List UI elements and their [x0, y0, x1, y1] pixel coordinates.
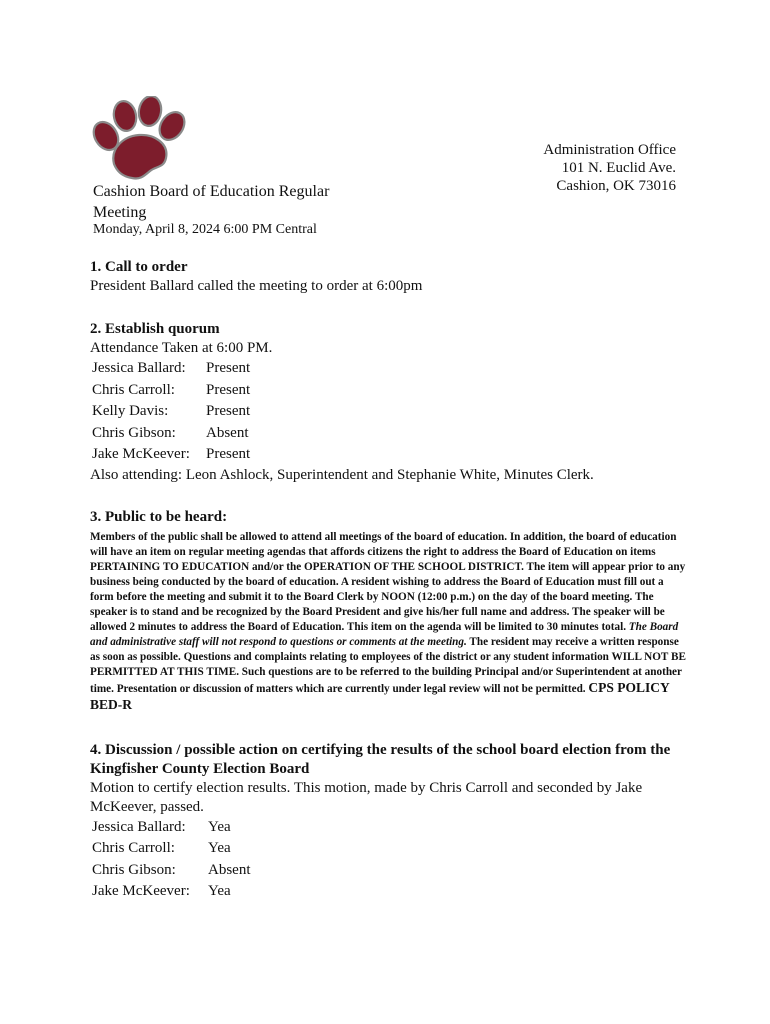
attendance-row [92, 423, 250, 445]
meeting-title-line: Cashion Board of Education Regular [93, 183, 330, 200]
minutes-body [90, 258, 686, 903]
vote-row [92, 817, 251, 839]
policy-text: Members of the public shall be allowed to attend all meetings of the board of education. In addition, the board of education will have an item on regular meeting agendas that affords citizens the right to address the Board of Education on items PERTAINING TO EDUCATION and/or the OPERATION OF THE SCHOOL DISTRICT. The item will appear prior to any business being conducted by the board of education. A resident wishing to address the Board of Education must fill out a form before the meeting and submit it to the Board Clerk by NOON (12:00 p.m.) on the day of the board meeting. The speaker is to stand and be recognized by the Board President and give his/her full name and address. The speaker will be allowed 2 minutes to address the Board of Education. This item on the agenda will be limited to 30 minutes total. [90, 530, 686, 633]
section-title: 3. Public to be heard: [90, 508, 228, 525]
section-text: President Ballard called the meeting to order at 6:00pm [90, 278, 423, 294]
vote-table [92, 817, 251, 903]
attendance-row [92, 401, 250, 423]
policy-italic-text: The Board and administrative staff will not respond to questions or comments at the meeting. [90, 620, 679, 648]
meeting-title-line: Meeting [93, 204, 147, 221]
member-name: Chris Gibson: [92, 424, 176, 441]
attendance-row [92, 380, 250, 402]
section-title: 2. Establish quorum [90, 321, 220, 337]
vote-row [92, 860, 251, 882]
member-status: Absent [206, 424, 249, 441]
section-title: 4. Discussion / possible action on certifying the results of the school board election from the Kingfisher County Election Board [90, 741, 671, 777]
section-call-to-order [90, 258, 686, 296]
also-attending: Also attending: Leon Ashlock, Superintendent and Stephanie White, Minutes Clerk. [90, 466, 594, 483]
address-line: Cashion, OK 73016 [556, 178, 676, 194]
member-status: Present [206, 360, 251, 377]
member-vote: Yea [208, 840, 231, 857]
member-name: Jake McKeever: [92, 446, 190, 463]
section-public-to-be-heard [90, 508, 686, 714]
member-status: Present [206, 446, 251, 463]
paw-print-icon [92, 96, 190, 182]
address-line: 101 N. Euclid Ave. [561, 160, 676, 176]
meeting-date: Monday, April 8, 2024 6:00 PM Central [93, 222, 317, 237]
member-vote: Yea [208, 883, 231, 900]
member-status: Present [206, 403, 251, 420]
member-name: Jake McKeever: [92, 883, 190, 900]
member-name: Chris Carroll: [92, 840, 175, 857]
member-vote: Absent [208, 861, 251, 878]
attendance-intro: Attendance Taken at 6:00 PM. [90, 340, 273, 356]
meeting-title [93, 181, 383, 223]
member-name: Jessica Ballard: [92, 818, 186, 835]
member-vote: Yea [208, 818, 231, 835]
member-name: Chris Gibson: [92, 861, 176, 878]
section-election-certification [90, 741, 686, 903]
attendance-table [92, 358, 250, 466]
member-name: Chris Carroll: [92, 381, 175, 398]
motion-text: Motion to certify election results. This motion, made by Chris Carroll and seconded by Jake McKeever, passed. [90, 779, 643, 815]
attendance-row [92, 444, 250, 466]
address-line: Administration Office [543, 142, 676, 158]
policy-reference: CPS POLICY BED-R [90, 679, 670, 712]
vote-row [92, 881, 251, 903]
member-name: Jessica Ballard: [92, 360, 186, 377]
section-title: 1. Call to order [90, 259, 188, 275]
member-name: Kelly Davis: [92, 403, 169, 420]
paw-print-logo [92, 96, 190, 182]
member-status: Present [206, 381, 251, 398]
administration-address [543, 141, 676, 195]
section-establish-quorum [90, 320, 686, 485]
attendance-row [92, 358, 250, 380]
policy-text: The resident may receive a written response as soon as possible. Questions and complaints relating to employees of the district or any student information WILL NOT BE PERMITTED AT THIS TIME. Such questions are to be referred to the building Principal and/or Superintendent at another time. Presentation or discussion of matters which are currently under legal review will not be permitted. [90, 635, 686, 695]
vote-row [92, 838, 251, 860]
public-comment-policy [90, 530, 686, 714]
